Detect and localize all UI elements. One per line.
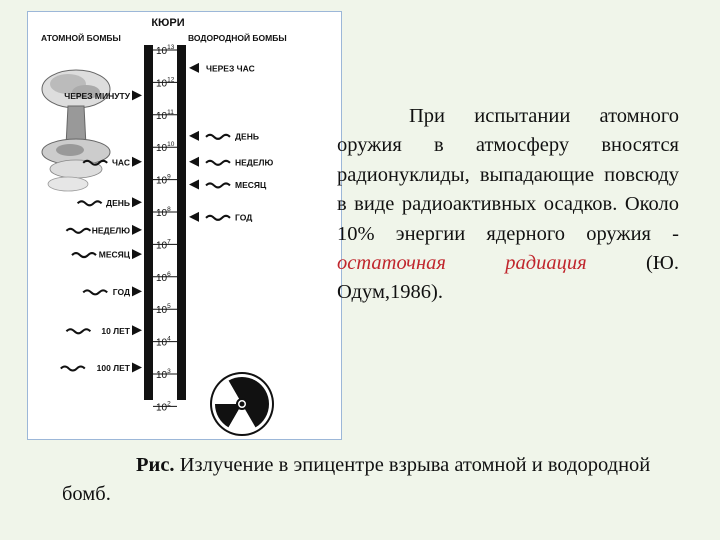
hydrogen-scale-bar	[177, 45, 186, 400]
paragraph-text: При испытании атомного оружия в атмосферу вносятся радионуклиды, выпадающие повсюду в виде радиоактивных осадков. Около 10% энергии ядерного оружия -	[337, 105, 679, 245]
residual-radiation-term: остаточная радиация	[337, 252, 587, 275]
decay-time-label: МЕСЯЦ	[235, 179, 267, 190]
paragraph-citation: (Ю. Одум,1986).	[337, 252, 679, 304]
decay-time-label: ЧЕРЕЗ ЧАС	[206, 63, 255, 74]
scale-marks	[153, 44, 177, 413]
decay-figure	[27, 11, 342, 440]
decay-time-label: МЕСЯЦ	[98, 249, 130, 260]
decay-time-label: ГОД	[112, 286, 130, 297]
decay-wave-icon	[206, 183, 230, 187]
scale-value: $10^{11}$	[156, 108, 174, 122]
scale-value: $10^3$	[156, 368, 171, 381]
decay-time-label: 100 ЛЕТ	[96, 363, 130, 374]
decay-time-label: 10 ЛЕТ	[101, 325, 130, 336]
decay-wave-icon	[206, 161, 230, 165]
mushroom-cloud-icon	[42, 70, 110, 191]
scale-value: $10^7$	[156, 238, 171, 252]
decay-time-label: НЕДЕЛЮ	[235, 157, 274, 168]
scale-value: $10^{10}$	[156, 141, 175, 155]
decay-arrow	[132, 249, 142, 259]
decay-time-label: ЧЕРЕЗ МИНУТУ	[64, 90, 130, 101]
radiation-icon	[210, 372, 274, 436]
decay-arrow	[132, 325, 142, 335]
decay-wave-icon	[66, 229, 90, 233]
figure-caption	[62, 451, 662, 509]
caption-text: Излучение в эпицентре взрыва атомной и водородной бомб.	[62, 454, 651, 505]
left-column-title: АТОМНОЙ БОМБЫ	[41, 33, 121, 43]
decay-arrow	[189, 131, 199, 141]
decay-arrow	[189, 63, 199, 73]
hydrogen-decay-marks	[189, 63, 273, 223]
decay-scale-diagram	[28, 12, 341, 439]
scale-value: $10^9$	[156, 173, 171, 187]
decay-wave-icon	[83, 290, 107, 294]
decay-arrow	[189, 212, 199, 222]
decay-arrow	[132, 90, 142, 100]
decay-wave-icon	[78, 201, 102, 205]
decay-time-label: ГОД	[235, 212, 253, 223]
scale-value: $10^6$	[156, 270, 171, 284]
decay-wave-icon	[66, 329, 90, 333]
decay-arrow	[189, 157, 199, 167]
right-column-title: ВОДОРОДНОЙ БОМБЫ	[188, 33, 287, 43]
decay-time-label: ДЕНЬ	[106, 197, 130, 208]
decay-arrow	[189, 179, 199, 189]
decay-time-label: ЧАС	[111, 157, 130, 168]
decay-arrow	[132, 157, 142, 167]
scale-value: $10^5$	[156, 303, 171, 317]
scale-value: $10^4$	[156, 335, 171, 349]
decay-wave-icon	[206, 216, 230, 220]
decay-wave-icon	[72, 253, 96, 257]
scale-value: $10^{13}$	[156, 44, 175, 57]
decay-arrow	[132, 363, 142, 373]
decay-time-label: НЕДЕЛЮ	[91, 225, 130, 236]
decay-wave-icon	[61, 367, 85, 371]
caption-label: Рис.	[136, 454, 175, 476]
unit-header: КЮРИ	[151, 17, 185, 29]
description-paragraph	[337, 102, 679, 308]
decay-arrow	[132, 286, 142, 296]
decay-wave-icon	[206, 135, 230, 139]
decay-arrow	[132, 225, 142, 235]
decay-time-label: ДЕНЬ	[235, 131, 259, 142]
scale-value: $10^8$	[156, 206, 171, 219]
atomic-scale-bar	[144, 45, 153, 400]
scale-value: $10^{12}$	[156, 76, 175, 90]
decay-arrow	[132, 197, 142, 207]
scale-value: $10^2$	[156, 400, 171, 414]
